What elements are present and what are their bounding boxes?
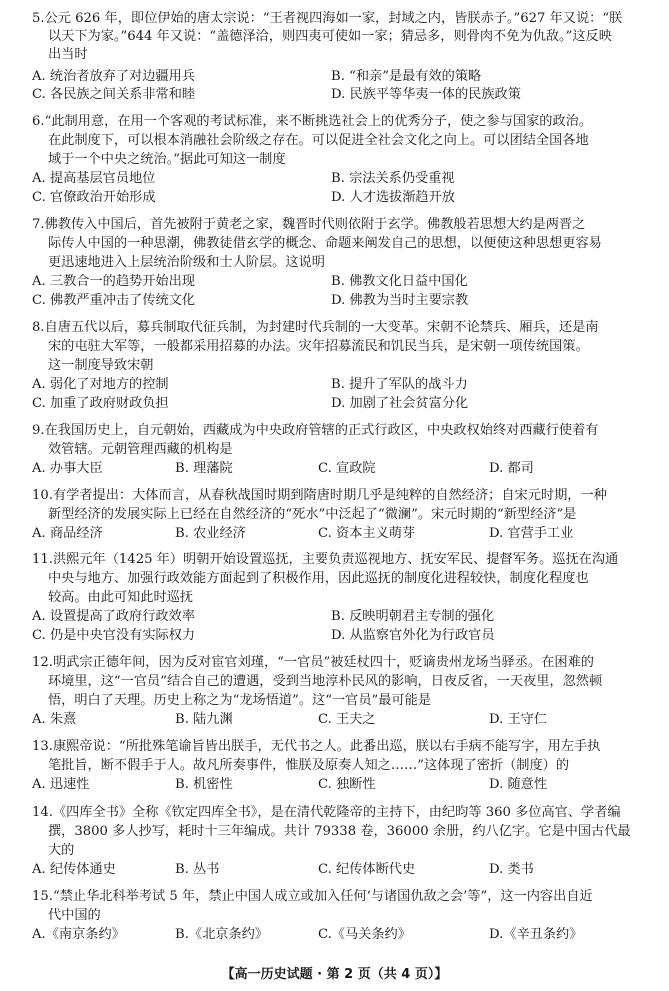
question-13-option: B. 机密性: [175, 777, 233, 792]
question-8-option: A. 弱化了对地方的控制: [32, 377, 169, 392]
question-13-option: C. 独断性: [318, 777, 376, 792]
question-7-option: D. 佛教为当时主要宗教: [331, 293, 469, 308]
question-15-option: B.《北京条约》: [175, 927, 269, 942]
question-8-option: B. 提升了军队的战斗力: [331, 377, 468, 392]
question-6-line: 6.“此制用意，在用一个客观的考试标准，来不断挑选社会上的优秀分子，使之参与国家的政治。: [32, 114, 593, 129]
question-7-line: 际传人中国的一种思潮，佛教徒借玄学的概念、命题来阐发自己的思想，以便使这种思想更容易: [48, 236, 602, 251]
question-9-option: D. 都司: [489, 461, 534, 476]
question-12-option: C. 王夫之: [318, 712, 376, 727]
question-10-line: 10.有学者提出：大体而言，从春秋战国时期到隋唐时期几乎是纯粹的自然经济；自宋元时期，一种: [32, 488, 607, 503]
question-5-option: B. “和亲”是最有效的策略: [331, 69, 482, 84]
question-7-option: B. 佛教文化日益中国化: [331, 274, 468, 289]
question-14-option: B. 丛书: [175, 862, 220, 877]
question-8-option: D. 加剧了社会贫富分化: [331, 396, 469, 411]
question-12-line: 悟，明白了天理。历史上称之为“龙场悟道”。这“一官员”最可能是: [48, 693, 432, 708]
question-11-line: 中央与地方、加强行政效能方面起到了积极作用，因此巡抚的制度化进程较快，制度化程度也: [48, 571, 589, 586]
question-15-option: D.《辛丑条约》: [489, 927, 583, 942]
question-6-option: C. 官僚政治开始形成: [32, 190, 156, 205]
question-7-option: C. 佛教严重冲击了传统文化: [32, 293, 196, 308]
question-6-option: B. 宗法关系仍受重视: [331, 171, 455, 186]
question-11-option: D. 从监察官外化为行政官员: [331, 628, 495, 643]
question-10-option: A. 商品经济: [32, 526, 103, 541]
question-7-line: 7.佛教传入中国后，首先被附于黄老之家，魏晋时代则依附于玄学。佛教般若思想大约是两晋之: [32, 217, 586, 232]
question-8-line: 8.自唐五代以后，募兵制取代征兵制，为封建时代兵制的一大变革。宋朝不论禁兵、厢兵，还是南: [32, 320, 599, 335]
question-8-line: 宋的屯驻大军等，一般都采用招募的办法。灾年招募流民和饥民当兵，是宋朝一项传统国策。: [48, 339, 589, 354]
question-6-option: A. 提高基层官员地位: [32, 171, 156, 186]
question-5-line: 以天下为家。”644 年又说：“盖德泽洽，则四夷可使如一家；猜忌多，则骨肉不免为仇敌。”这反映: [48, 29, 612, 44]
question-9-line: 9.在我国历史上，自元朝始，西藏成为中央政府管辖的正式行政区，中央政权始终对西藏行使着有: [32, 423, 599, 438]
question-15-option: A.《南京条约》: [32, 927, 125, 942]
question-13-option: A. 迅速性: [32, 777, 90, 792]
question-11-option: C. 仍是中央官没有实际权力: [32, 628, 196, 643]
question-15-line: 代中国的: [48, 908, 101, 923]
question-5-option: C. 各民族之间关系非常和睦: [32, 87, 196, 102]
question-7-option: A. 三教合一的趋势开始出现: [32, 274, 195, 289]
question-15-option: C.《马关条约》: [318, 927, 411, 942]
question-6-line: 域于一个中央之统治。”据此可知这一制度: [48, 152, 286, 167]
page-footer: 【高一历史试题 · 第 2 页（共 4 页）】: [221, 967, 448, 982]
question-6-line: 在此制度下，可以根本消融社会阶级之存在。可以促进全社会文化之向上。可以团结全国各地: [48, 133, 589, 148]
question-8-line: 这一制度导致宋朝: [48, 358, 154, 373]
question-11-option: B. 反映明朝君主专制的强化: [331, 609, 495, 624]
question-14-option: A. 纪传体通史: [32, 862, 116, 877]
question-9-option: C. 宣政院: [318, 461, 376, 476]
question-8-option: C. 加重了政府财政负担: [32, 396, 169, 411]
question-5-line: 出当时: [48, 47, 88, 62]
question-7-line: 更迅速地进入上层统治阶级和士人阶层。这说明: [48, 255, 325, 270]
question-12-option: D. 王守仁: [489, 712, 548, 727]
question-11-option: A. 设置提高了政府行政效率: [32, 609, 195, 624]
question-9-option: A. 办事大臣: [32, 461, 103, 476]
question-12-line: 环境里，这“一官员”结合自己的遭遇，受到当地淳朴民风的影响，日夜反省，一天夜里，忽然顿: [48, 674, 603, 689]
question-13-line: 笔批旨，断不假手于人。故凡所奏事件，惟朕及原奏人知之……”这体现了密折（制度）的: [48, 758, 570, 773]
question-12-line: 12.明武宗正德年间，因为反对宦官刘瑾，“一官员”被廷杖四十，贬谪贵州龙场当驿丞。在困难的: [32, 655, 594, 670]
question-5-line: 5.公元 626 年，即位伊始的唐太宗说：“王者视四海如一家，封域之内，皆朕赤子。”627 年又说：“朕: [32, 11, 623, 26]
question-5-option: D. 民族平等华夷一体的民族政策: [331, 87, 521, 102]
question-13-option: D. 随意性: [489, 777, 548, 792]
question-10-option: C. 资本主义萌芽: [318, 526, 416, 541]
question-14-line: 撰，3800 多人抄写，耗时十三年编成。共计 79338 卷，36000 余册，约八亿字。它是中国古代最: [48, 824, 631, 839]
question-14-option: D. 类书: [489, 862, 534, 877]
question-14-line: 14.《四库全书》全称《钦定四库全书》，是在清代乾隆帝的主持下，由纪昀等 360 多位高官、学者编: [32, 805, 621, 820]
question-6-option: D. 人才选拔渐趋开放: [331, 190, 455, 205]
question-10-option: D. 官营手工业: [489, 526, 574, 541]
question-10-line: 新型经济的发展实际上已经在自然经济的“死水”中泛起了“微澜”。宋元时期的“新型经济”是: [48, 507, 577, 522]
question-14-line: 大的: [48, 843, 75, 858]
question-13-line: 13.康熙帝说：“所批殊笔谕旨皆出朕手，无代书之人。此番出巡，朕以右手病不能写字，用左手执: [32, 739, 601, 754]
question-9-option: B. 理藩院: [175, 461, 233, 476]
question-15-line: 15.“禁止华北科举考试 5 年，禁止中国人成立或加入任何‘与诸国仇敌之会’等”，这一内容出自近: [32, 889, 593, 904]
question-12-option: A. 朱熹: [32, 712, 77, 727]
question-11-line: 较高。由此可知此时巡抚: [48, 590, 194, 605]
question-5-option: A. 统治者放弃了对边疆用兵: [32, 69, 195, 84]
question-11-line: 11.洪熙元年（1425 年）明朝开始设置巡抚，主要负责巡视地方、抚安军民、提督军务。巡抚在沟通: [32, 552, 619, 567]
question-10-option: B. 农业经济: [175, 526, 246, 541]
question-9-line: 效管辖。元朝管理西藏的机构是: [48, 442, 233, 457]
question-14-option: C. 纪传体断代史: [318, 862, 416, 877]
question-12-option: B. 陆九渊: [175, 712, 233, 727]
